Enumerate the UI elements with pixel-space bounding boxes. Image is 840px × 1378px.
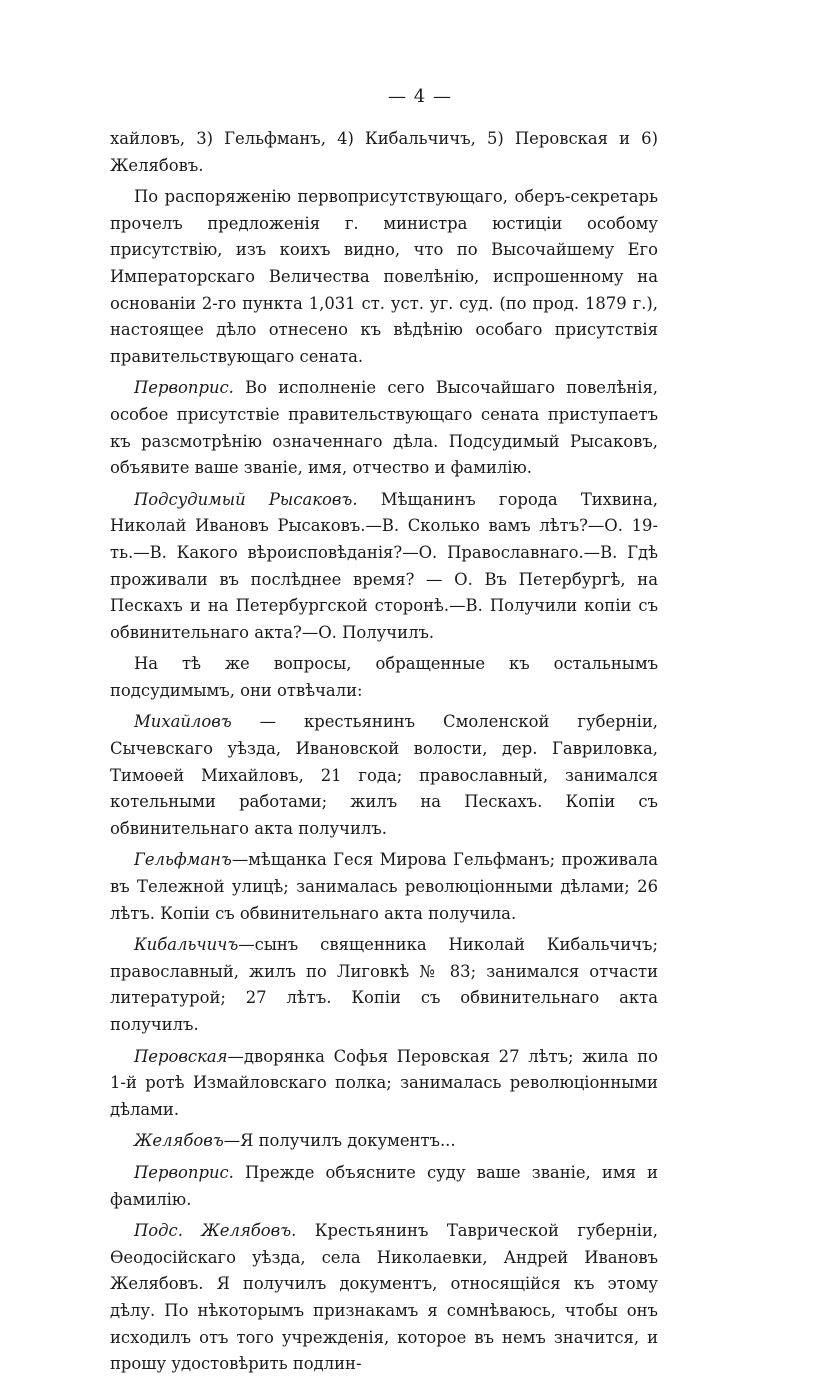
paragraph [110,932,658,1038]
paragraph [110,184,658,370]
speaker-label: Подсудимый Рысаковъ. [134,489,358,509]
paragraph-text: Крестьянинъ Таврической губерніи, Ѳеодосійскаго уѣзда, села Николаевки, Андрей Ивановъ Желябовъ. Я получилъ документъ, относящійся къ этому дѣлу. По нѣкоторымъ признакамъ я сомнѣваюсь, чтобы онъ исходилъ отъ того учрежденія, которое въ немъ значится, и прошу удостовѣрить подлин- [110,1221,658,1374]
speaker-label: Первоприс. [134,378,234,398]
paragraph-text: Прежде объясните суду ваше званіе, имя и фамилію. [110,1162,658,1209]
speaker-label: Кибальчичъ [134,935,239,955]
paragraph [110,375,658,481]
paragraph-text: —сынъ священника Николай Кибальчичъ; православный, жилъ по Лиговкѣ № 83; занимался отчасти литературой; 27 лѣтъ. Копіи съ обвинительнаго акта получилъ. [110,935,658,1034]
speaker-label: Желябовъ [134,1131,224,1151]
paragraph-text: По распоряженію первоприсутствующаго, оберъ-секретарь прочелъ предложенія г. министра юстиціи особому присутствію, изъ коихъ видно, что по Высочайшему Его Императорскаго Величества повелѣнію, испрошенному на основаніи 2-го пункта 1,031 ст. уст. уг. суд. (по прод. 1879 г.), настоящее дѣло отнесено къ вѣдѣнію особаго присутствія правительствующаго сената. [110,187,658,366]
paragraph-text: —дворянка Софья Перовская 27 лѣтъ; жила по 1-й ротѣ Измайловскаго полка; занималась революціонными дѣлами. [110,1046,658,1119]
paragraph [110,126,658,179]
speaker-label: Первоприс. [134,1162,234,1182]
page-number: — 4 — [388,86,452,107]
paragraph-text: хайловъ, 3) Гельфманъ, 4) Кибальчичъ, 5) Перовская и 6) Желябовъ. [110,129,658,175]
paragraph-text: —мѣщанка Геся Мирова Гельфманъ; проживала въ Тележной улицѣ; занималась революціонными дѣлами; 26 лѣтъ. Копіи съ обвинительнаго акта получила. [110,850,658,923]
paragraph [110,847,658,927]
paragraph [110,1218,658,1378]
paragraph-text: Мѣщанинъ города Тихвина, Николай Ивановъ Рысаковъ.—В. Сколько вамъ лѣтъ?—О. 19-ть.—В. Какого вѣроисповѣданія?—О. Православнаго.—В. Гдѣ проживали въ послѣднее время? — О. Въ Петербургѣ, на Пескахъ и на Петербургской сторонѣ.—В. Получили копіи съ обвинительнаго акта?—О. Получилъ. [110,489,658,642]
paragraph-text: На тѣ же вопросы, обращенные къ остальнымъ подсудимымъ, они отвѣчали: [110,654,658,700]
paragraph [110,651,658,704]
paragraph [110,1128,658,1155]
speaker-label: Подс. Желябовъ. [134,1221,297,1241]
paragraph [110,1044,658,1124]
speaker-label: Михайловъ [134,712,232,732]
paragraph-text: — крестьянинъ Смоленской губерніи, Сычевскаго уѣзда, Ивановской волости, дер. Гавриловка, Тимоѳей Михайловъ, 21 года; православный, занимался котельными работами; жилъ на Пескахъ. Копіи съ обвинительнаго акта получилъ. [110,712,658,838]
speaker-label: Перовская [134,1046,228,1066]
paragraph-text: Во исполненіе сего Высочайшаго повелѣнія, особое присутствіе правительствующаго сената приступаетъ къ разсмотрѣнію означеннаго дѣла. Подсудимый Рысаковъ, объявите ваше званіе, имя, отчество и фамилію. [110,378,658,478]
paragraph-text: —Я получилъ документъ... [223,1131,456,1151]
paragraph [110,709,658,842]
paragraph [110,1160,658,1213]
speaker-label: Гельфманъ [134,850,232,870]
paragraph [110,487,658,647]
body-text [110,126,658,1378]
